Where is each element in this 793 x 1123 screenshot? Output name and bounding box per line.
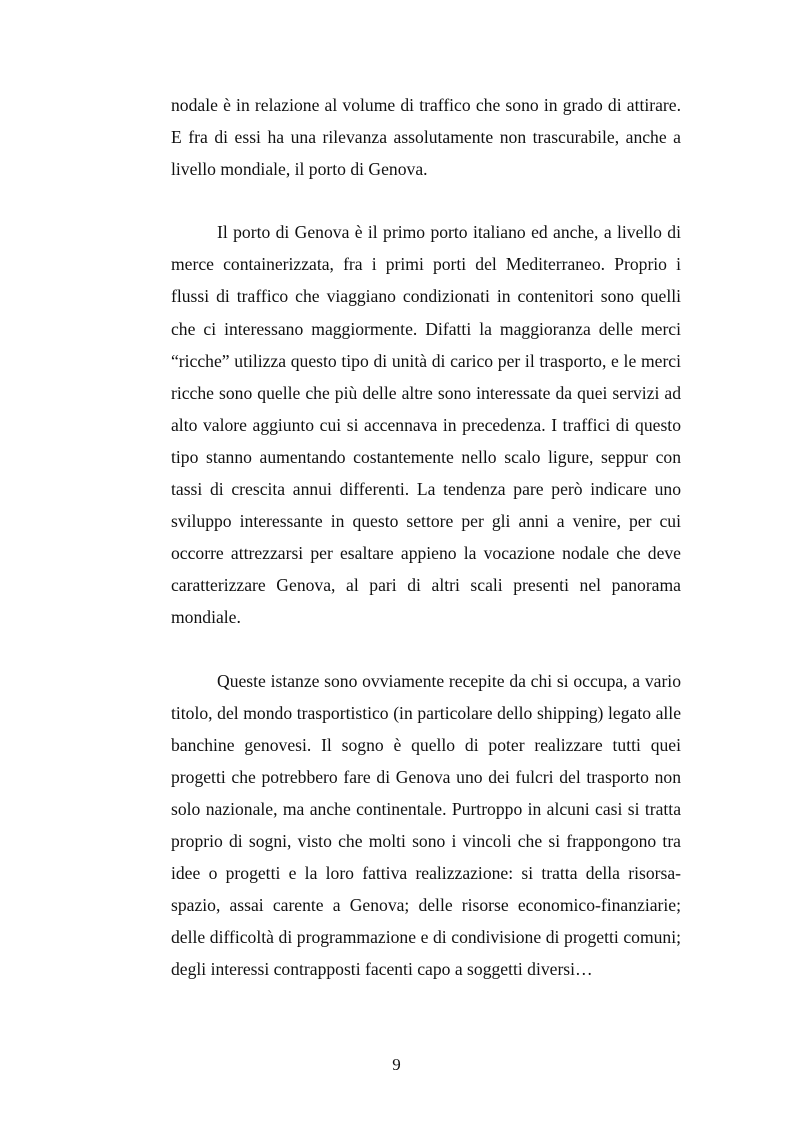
paragraph-port-of-genoa: Il porto di Genova è il primo porto italiano ed anche, a livello di merce containerizzata, fra i primi porti del Mediterraneo. Proprio i flussi di traffico che viaggiano condizionati in contenitori sono quelli che ci interessano maggiormente. Difatti la maggioranza delle merci “ricche” utilizza questo tipo di unità di carico per il trasporto, e le merci ricche sono quelle che più delle altre sono interessate da quei servizi ad alto valore aggiunto cui si accennava in precedenza. I traffici di questo tipo stanno aumentando costantemente nello scalo ligure, seppur con tassi di crescita annui differenti. La tendenza pare però indicare uno sviluppo interessante in questo settore per gli anni a venire, per cui occorre attrezzarsi per esaltare appieno la vocazione nodale che deve caratterizzare Genova, al pari di altri scali presenti nel panorama mondiale. bbox=[171, 222, 681, 628]
body-text bbox=[171, 89, 681, 985]
paragraph-instances: Queste istanze sono ovviamente recepite da chi si occupa, a vario titolo, del mondo trasportistico (in particolare dello shipping) legato alle banchine genovesi. Il sogno è quello di poter realizzare tutti quei progetti che potrebbero fare di Genova uno dei fulcri del trasporto non solo nazionale, ma anche continentale. Purtroppo in alcuni casi si tratta proprio di sogni, visto che molti sono i vincoli che si frappongono tra idee o progetti e la loro fattiva realizzazione: si tratta della risorsa-spazio, assai carente a Genova; delle risorse economico-finanziarie; delle difficoltà di programmazione e di condivisione di progetti comuni; degli interessi contrapposti facenti capo a soggetti diversi… bbox=[171, 670, 681, 980]
page-number: 9 bbox=[392, 1055, 401, 1074]
paragraph-continuation: nodale è in relazione al volume di traffico che sono in grado di attirare. E fra di essi ha una rilevanza assolutamente non trascurabile, anche a livello mondiale, il porto di Genova. bbox=[171, 95, 681, 180]
